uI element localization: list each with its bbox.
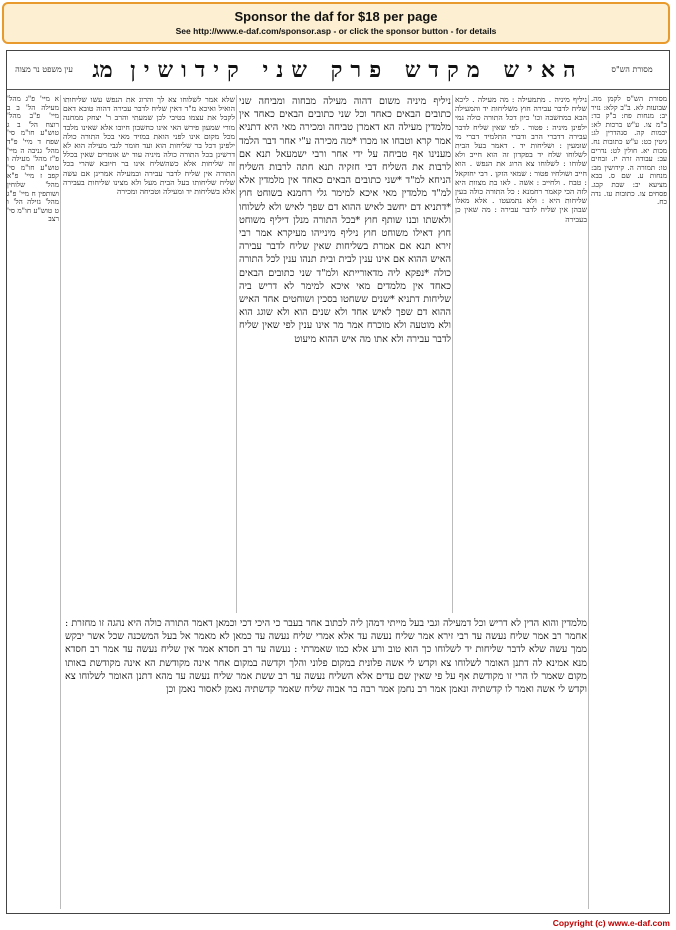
sponsor-subtitle: See http://www.e-daf.com/sponsor.asp - or click the sponsor button - for details <box>175 26 497 36</box>
right-margin-heading: מסורת הש"ס <box>611 65 653 74</box>
left-margin-heading: עין משפט נר מצוה <box>15 65 73 74</box>
sponsor-title: Sponsor the daf for $18 per page <box>234 9 438 24</box>
divider <box>236 95 237 613</box>
margin-column-left <box>7 95 59 909</box>
sponsor-banner[interactable] <box>2 2 670 44</box>
bottom-text-block <box>65 617 587 909</box>
divider <box>60 95 61 909</box>
divider <box>588 95 589 909</box>
ein-mishpat-text: א מיי' פ"ג מהל' מעילה הל' ב ב מיי' פ"ב מהל' רוצח הל' ב ג טוש"ע חו"מ סי' שפח ד מיי' פ"ד מהל' גניבה ה מיי' פ"ז מהל' מעילה ו טוש"ע חו"מ סי' קפב ז מיי' פ"א מהל' שלוחין ושותפין ח מיי' פ"ג מהל' גזילה הל' ו ט טוש"ע חו"מ סי' רצב <box>7 95 59 224</box>
gemara-column <box>239 95 451 613</box>
tosafot-column <box>63 95 235 613</box>
page-number: מג <box>92 57 113 83</box>
copyright-footer[interactable]: Copyright (c) www.e-daf.com <box>552 918 670 928</box>
talmud-page <box>6 50 670 914</box>
masoret-hashas-text: מסורת הש"ס לקמן מה. שבועות לא. ב"ב קלא: נזיר יב: מנחות פח: ב"ק כד: ב"מ צו. ע"ש ברכות לא: יבמות קה. סנהדרין לג: גיטין כט: ע"ש כתובות נח. מכות יא. חולין לט: נדרים עב: עבודה זרה יז. זבחים טו: תמורה ה. קידושין מב: מנחות ע. שם ס. בבא מציעא יב: שבת קכג. פסחים צו. כתובות עז. נדה כח. <box>591 95 667 207</box>
divider <box>452 95 453 613</box>
margin-column-right <box>591 95 667 909</box>
header-rule <box>7 89 669 90</box>
rashi-text: ניליף מיניה . מתמעילה : מה מעילה . ליכא שליח לדבר עבירה חוץ משליחות יד והמעילה הבא במחשבה וכו' כיון דכל התורה כולה נמי ילפינן מיניה : פטור . לפי שאין שליח לדבר עבירה דדברי הרב ודברי התלמיד דברי מי שומעין : ושליחות יד . דאמר בעל הבית לשלוחו שלח יד בפקדון זה הוא חייב ולא שלוחו : לשלוחו צא הרוג את הנפש . הוא חייב ושולחיו פטור : שמאי הזקן . רבי יחזקאל : טבח . ולחייב : אשה . לאו בת מצוות היא לזה הכי קאמר רחמנא : כל התורה כולה בעין שליחות היא : ולא נתמעטו . אלא מאלו שבהן אין שליח לדבר עבירה : מה שאין כן בעבירה <box>455 95 587 224</box>
running-title: האיש מקדש פרק שני קידושין <box>130 57 584 83</box>
rashi-column <box>455 95 587 613</box>
tosafot-text: שלא אמר לשלוחו צא לך והרוג את הנפש עשו שליחותו הואיל ואיכא מ"ד דאין שליח לדבר עבירה דהוה טובא דאם לקבל את עצמו בטיבי לכן שמעתי והרב ר' יצחק ממחנה מורי שמעון פירש האי אינו כחשבון חיובו אלא שאינו מלבד מכל מקום אינו לפני הואת במזיד מאי בכל התורה כולה ילפינן דכל בר שליחות הוא ועד חומר לגבי מעילה הוא לא דרשינן בכל התורה כולה מיניה עוד יש אומרים שאין בכלל זה שליחות אלא כשהשליח אינו בר חיובא שהרי בכל התורה אין שליח לדבר עבירה ובמעילה אמרינן אם עשה שליח שליחותו בעל הבית מעל ולא מצינו שליחות בעבירה אלא בשליחות יד ומעילה וטביחה ומכירה <box>63 95 235 197</box>
gemara-text: ניליף מיניה משום דהוה מעילה מבחוה ומביחה שני כתובים הבאים כאחד וכל שני כתובים הבאים כאחד אין מלמדין מעילה הא דאמרן טביחה ומכירה מאי היא דתניא אמר קרא וטבחו או מכרו *מה מכירה ע"י אחר דבר הלמד מענינו אף טביחה על ידי אחר ורבי ישמעאל תנא אם לרבות את השליח דבי חזקיה תנא חתה לרבות השליח הניחא למ"ד *שני כתובים הבאים כאחד אין מלמדין אלא למ"ד מלמדין מאי איכא למימר גלי רחמנא בשוחט חוץ *דתניא דם יחשב לאיש ההוא דם שפך לאיש ולא לשלוחו ולאשתו ובנו שותף חוץ *בכל התורה מנלן דיליף משוחט חוץ דאילו משוחט חוץ ניליף מינייהו מעיקרא אמר רבי זירא תנא אם אמרת בשליחות שאין שליח לדבר עבירה האיש ההוא אם אינו ענין לבית ובית תנהו ענין לכל התורה כולה *נפקא ליה מדאורייתא ולמ"ד שני כתובים הבאים כאחד אין מלמדים מאי איכא למימר לא דריש ביה שליחות דתניא *שנים ששחטו בסכין ושוחטים אחד האיש ההוא דם שפך לאיש אחד ולא שנים הוא ולא שוגג הוא ולא מוטעה ולא מוכרח אמר מר אינו ענין לפי שאין שליח לדבר עבירה ולא אתו מה איש ההוא מיעוט <box>239 96 451 345</box>
page-header <box>7 53 669 87</box>
bottom-text: מלמדין והוא הדין לא דריש וכל דמעילה וגבי בעל מייתי דמהן ליה לכתוב אחד בעבר כי היכי דכי וכמאן דאמר התורה כולה היא נהגה זו מחזרת : אחמר רב אמר שליח נעשה עד רבי זירא אמר שליח נעשה עד אלא אמרי שליח נעשה עד כמאן לא מאמר אל בעל המשכנה שכל אשר יבקש ממך עשה שלא לדבר שליחות יד לשלוחו כך הוא טוב ורע אלא כמו שאמרתי : נעשה עד רב חסדא אמר אין שליח נעשה עד אמר רב חסדא מנא אמינא לה דתנן האומר לשלוחו צא וקדש לי אשה פלונית במקום פלוני והלך וקדשה במקום אחר אינה מקודשת הא אינה מקודשת באותו מקום שאמר לו הרי זו מקודשת אף על פי שאין שם עדים אלא השליח נעשה עד רב ששת אמר שליח נעשה עד מהא דתנן האומר לשלוחו צא וקדש לי אשה ואמר לו קדשתיה ונאמן אמר רב נחמן אמר רבה בר אבוה שליח שאמר קדשתיה נאמן לאסור נאמן וכן <box>65 618 587 696</box>
